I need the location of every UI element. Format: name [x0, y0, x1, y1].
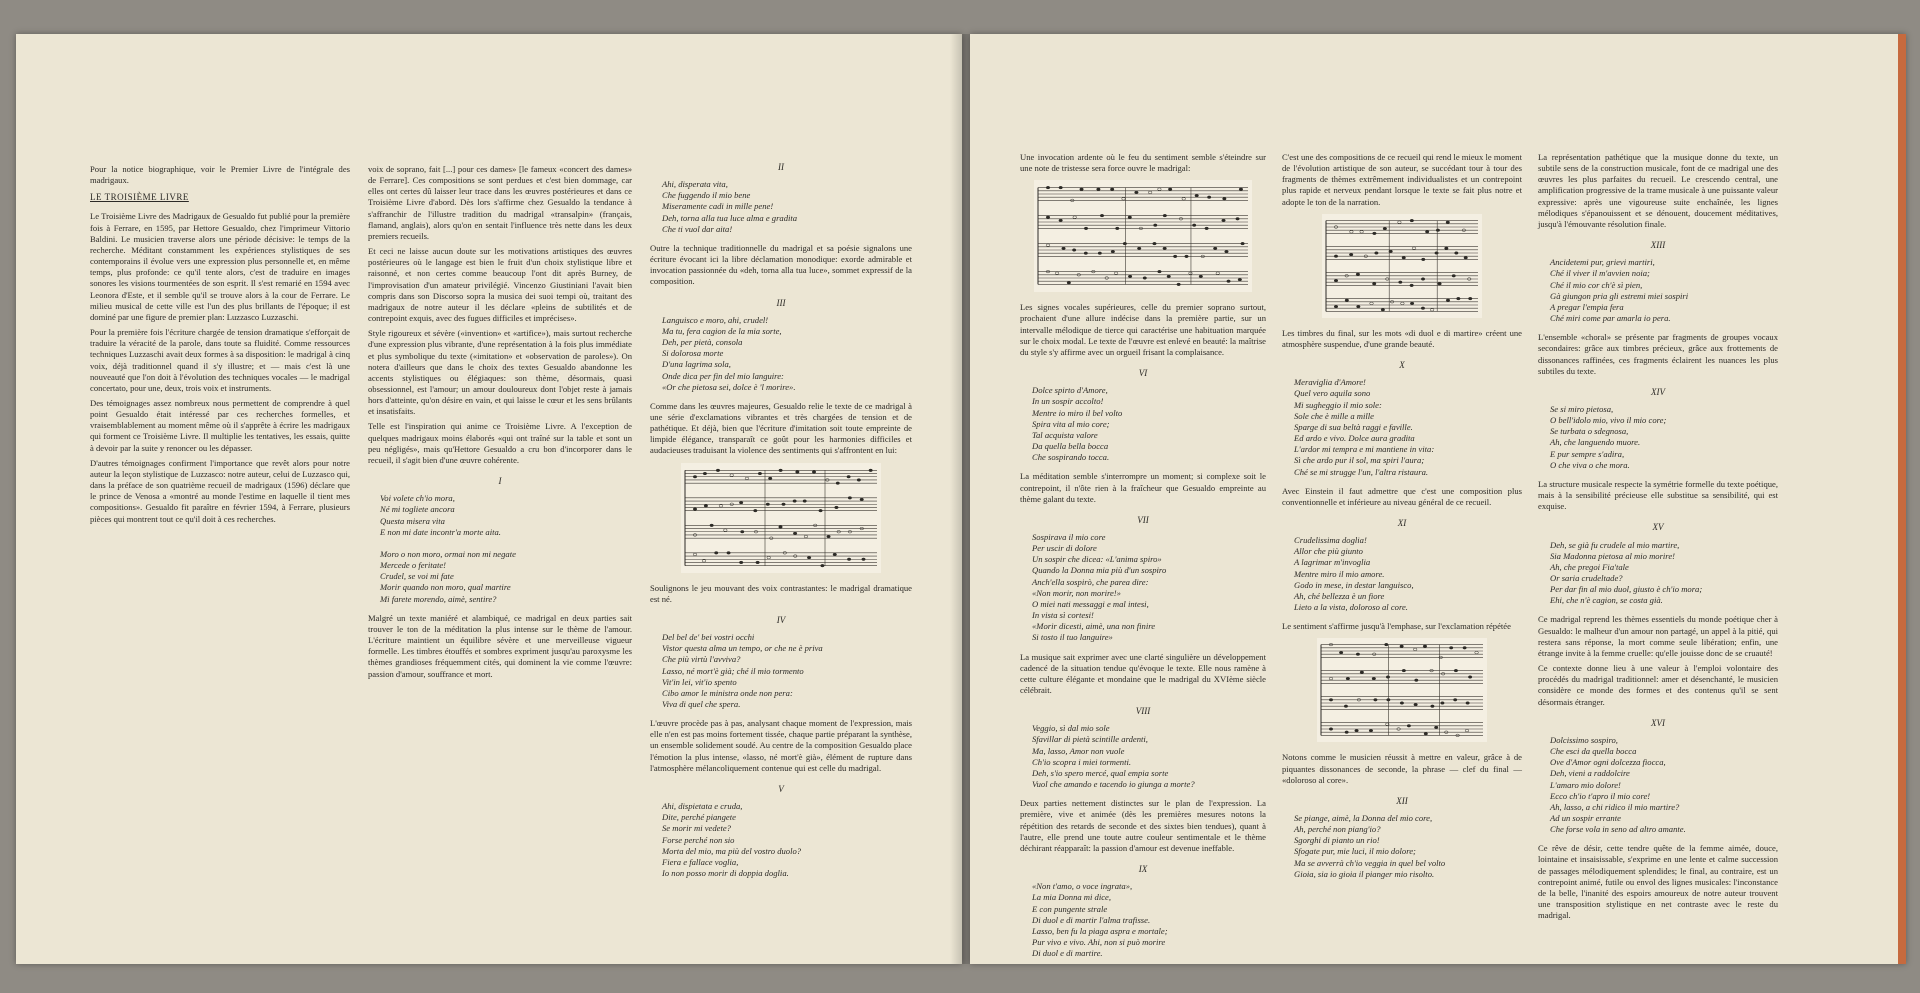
note-head — [1046, 187, 1050, 190]
right-column-3 — [1538, 152, 1778, 925]
note-head — [1425, 230, 1429, 233]
note-head — [768, 477, 772, 480]
body-paragraph: Soulignons le jeu mouvant des voix contrastantes: le madrigal dramatique est né. — [650, 582, 912, 604]
note-head — [1073, 216, 1077, 219]
note-head — [1449, 647, 1453, 650]
body-paragraph: Les signes vocales supérieures, celle du premier soprano surtout, prochaient d'une allure indécise dans la première partie, sur un intervalle mélodique de tierce qui caractérise une habituation marquée sur le choix modal. Le texte de l'œuvre est enlevé en beauté: la maîtrise du style s'y affirme avec un orgueil frisant la complaisance. — [1020, 302, 1266, 357]
note-head — [1355, 730, 1359, 733]
note-head — [1236, 218, 1240, 221]
note-head — [862, 558, 866, 561]
note-head — [796, 470, 800, 473]
note-head — [1373, 232, 1377, 235]
note-head — [1173, 255, 1177, 258]
note-head — [1360, 230, 1364, 233]
note-head — [1466, 702, 1470, 705]
note-head — [1475, 652, 1479, 655]
body-paragraph: Pour la première fois l'écriture chargée de tension dramatique s'efforçait de traduire la véracité de la parole, dans toute sa fluidité. Comme ressources techniques Luzzaschi avait deux formes à sa disposition: le madrigal à cinq voix, déjà traditionnel quand il s'y illustre; et — mais c'est là une nouveauté que l'on doit à l'évolution des techniques vocales — le madrigal concertato, pour une, deux, trois voix et instruments. — [90, 327, 350, 393]
note-head — [1453, 699, 1457, 702]
note-head — [1334, 279, 1338, 282]
note-head — [693, 553, 697, 556]
note-head — [1143, 277, 1147, 280]
note-head — [1421, 277, 1425, 280]
note-head — [1434, 726, 1438, 729]
note-head — [1401, 302, 1405, 305]
body-paragraph: Style rigoureux et sévère («invention» et «artifice»), mais surtout recherche d'une expression plus vibrante, d'une représentation à la fois plus immédiate et plus symbolique du texte («imitation» et «observation de paroles»). On notera d'ailleurs que dans le choix des textes Gesualdo abandonne les accents stylistiques ou élégiaques: son thème, désormais, quasi obsessionnel, est l'amour; un amour douloureux dont l'objet reste à jamais hors d'atteinte, qu'on désire en vain, et qui laisse le cœur et les sens brûlants et insatisfaits. — [368, 328, 632, 417]
note-head — [793, 532, 797, 535]
body-paragraph: Malgré un texte maniéré et alambiqué, ce madrigal en deux parties sait trouver le ton de la méditation la plus intense sur le thème de l'amour. L'écriture maintient un équilibre sévère et une merveilleuse vigueur formelle. Les timbres étouffés et sombres expriment jusqu'au paroxysme les thèmes grandioses fréquemment cités, qui dominent la vie comme l'œuvre: passion d'amour, souffrance et mort. — [368, 612, 632, 679]
note-head — [833, 553, 837, 556]
body-paragraph: La musique sait exprimer avec une clarté singulière un développement cadencé de la situation tendue qu'évoque le texte. Elle nous ramène à cette culture élégante et mondaine que le madrigal du XVIème siècle célébrait. — [1020, 651, 1266, 695]
body-paragraph: Telle est l'inspiration qui anime ce Troisième Livre. A l'exception de quelques madrigaux moins élaborés «qui ont traîné sur la table et sont un peu négligés», mais qu'Hettore Gesualdo a cru bon d'incorporer dans le recueil, il s'agit bien d'une œuvre cohérente. — [368, 421, 632, 465]
note-head — [1168, 188, 1172, 191]
note-head — [1412, 247, 1416, 250]
note-head — [1421, 307, 1425, 310]
note-head — [1424, 733, 1428, 736]
note-head — [1399, 281, 1403, 284]
note-head — [1084, 227, 1088, 230]
note-head — [1410, 302, 1414, 305]
note-head — [836, 481, 840, 484]
note-head — [1227, 280, 1231, 283]
madrigal-number: XVI — [1651, 717, 1665, 728]
note-head — [724, 528, 728, 531]
note-head — [1097, 188, 1101, 191]
note-head — [1349, 253, 1353, 256]
note-head — [819, 509, 823, 512]
madrigal-text: Se si miro pietosa, O bell'idolo mio, vivo il mio core; Se turbata o sdegnosa, Ah, che languendo muore. E pur sempre s'adira, O che viva o che mora. — [1550, 403, 1667, 470]
note-head — [730, 473, 734, 476]
note-head — [1067, 282, 1071, 285]
madrigal-number: IV — [776, 614, 786, 625]
note-head — [1344, 705, 1348, 708]
note-head — [1423, 645, 1427, 648]
madrigal-number: II — [778, 162, 784, 172]
note-head — [1430, 308, 1434, 311]
note-head — [1381, 308, 1385, 311]
note-head — [1128, 216, 1132, 219]
music-staff — [681, 463, 881, 573]
note-head — [1431, 705, 1435, 708]
note-head — [1345, 299, 1349, 302]
note-head — [1137, 247, 1141, 250]
body-paragraph: Le Troisième Livre des Madrigaux de Gesualdo fut publié pour la première fois à Ferrare, en 1595, par Hettore Gesualdo, chez l'imprimeur Vittorio Baldini. Le musicien traverse alors une période décisive: le temps de la recherche. Méditant constamment les expériences stylistiques de ses contemporains il évolue vers une expression plus personnelle et, en même temps, plus profonde: ce qu'il tente alors, c'est de traduire en images sonores les visions tourmentées de son esprit. Il s'est remarié en 1594 avec Leonora d'Este, et il semble qu'il se trouve alors à la cour de Ferrare. Le milieu musical de cette ville est l'un des plus brillants de l'époque; il est dominé par une figure de premier plan: Luzzasco Luzzaschi. — [90, 211, 350, 322]
note-head — [1407, 725, 1411, 728]
body-paragraph: Ce madrigal reprend les thèmes essentiels du monde poétique cher à Gesualdo: le malheur d'un amour non partagé, un appel à la pitié, qui restera sans réponse, la mort comme seule libération; enfin, une étrange invite à la femme cruelle: qu'elle jouisse donc de se cruauté! — [1538, 614, 1778, 658]
note-head — [1046, 244, 1050, 247]
madrigal-text: Dolce spirto d'Amore, In un sospir accolto! Mentre io miro il bel volto Spira vita al mio core; Tal acquista valore Da quella bella bocca Che sospirando tocca. — [1032, 385, 1123, 463]
note-head — [1195, 195, 1199, 198]
note-head — [1386, 676, 1390, 679]
note-head — [1148, 191, 1152, 194]
note-head — [1329, 699, 1333, 702]
madrigal-number: XIII — [1650, 240, 1666, 251]
note-head — [1167, 275, 1171, 278]
madrigal-text: «Non t'amo, o voce ingrata», La mia Donna mi dice, E con pungente strale Di duol e di martir l'alma trafisse. Lasso, ben fu la piaga aspra e mortale; Pur vivo e vivo. Ahi, non si può morire Di duol e di martire. — [1032, 881, 1168, 959]
note-head — [740, 530, 744, 533]
note-head — [716, 469, 720, 472]
note-head — [1465, 730, 1469, 733]
note-head — [1189, 272, 1193, 275]
note-head — [821, 564, 825, 567]
note-head — [1122, 198, 1126, 201]
note-head — [848, 496, 852, 499]
note-head — [1350, 230, 1354, 233]
note-head — [1213, 247, 1217, 250]
body-paragraph: Des témoignages assez nombreux nous permettent de comprendre à quel point Gesualdo était intéressé par ces recherches formelles, et vraisemblablement au moment même où il s'apprête à écrire les madrigaux qui forment ce Troisième Livre. Il multiplie les tentatives, les essais, quitte à devoir par la suite y renoncer ou les dépasser. — [90, 397, 350, 453]
note-head — [1414, 704, 1418, 707]
note-head — [1457, 297, 1461, 300]
note-head — [1080, 188, 1084, 191]
note-head — [1098, 252, 1102, 255]
madrigal-text: Languisco e moro, ahi, crudel! Ma tu, fera cagion de la mia sorte, Deh, per pietà, consola Si dolorosa morte D'una lagrima sola, Onde dica per fin del mio languire: «Or che pietosa sei, dolce è 'l morire». — [662, 314, 796, 392]
note-head — [1123, 243, 1127, 246]
left-page — [16, 34, 962, 964]
note-head — [1135, 191, 1139, 194]
note-head — [1372, 282, 1376, 285]
madrigal-number: XII — [1396, 795, 1408, 806]
music-score-example — [1034, 180, 1252, 292]
note-head — [1334, 305, 1338, 308]
note-head — [1357, 305, 1361, 308]
note-head — [745, 477, 749, 480]
body-paragraph: Comme dans les œuvres majeures, Gesualdo relie le texte de ce madrigal à une série d'exclamations vibrantes et très chargées de tension et de pathétique. Et déjà, bien que l'écriture d'imitation soit toute empreinte de limpide élégance, transparaît ce goût pour les harmonies difficiles et audacieuses traduisant la violence des sentiments qui s'affrontent en lui: — [650, 400, 912, 456]
madrigal-number: IX — [1138, 864, 1148, 875]
note-head — [1199, 275, 1203, 278]
note-head — [1329, 678, 1333, 681]
note-head — [1163, 215, 1167, 218]
body-paragraph: D'autres témoignages confirment l'importance que revêt alors pour notre auteur la leçon stylistique de Luzzasco: notre auteur, celui de Luzzasco qui, dans la préface de son quatrième recueil de madrigaux (1596) déclare que le prince de Venosa a «montré au monde l'estime en laquelle il tient mes compositions». Gesualdo fit paraître en février 1594, à Ferrare, plusieurs pièces qui montrent tout ce qu'il doit à ces recherches. — [90, 457, 350, 524]
note-head — [1464, 256, 1468, 259]
note-head — [1360, 671, 1364, 674]
madrigal-text: Voi volete ch'io mora, Né mi togliete ancora Questa misera vita E non mi date incontr'a morte aita. Moro o non moro, ormai non mi negate Mercede o feritate! Crudel, se voi mi fate Morir quando non moro, qual martire Mi farete morendo, aimè, sentire? — [380, 493, 516, 604]
note-head — [1111, 251, 1115, 254]
madrigal-number: XI — [1397, 517, 1407, 528]
note-head — [704, 504, 708, 507]
madrigal-text: Sospirava il mio core Per uscir di dolore Un sospir che dicea: «L'anima spiro» Quando la Donna mia più d'un sospiro Anch'ella sospirò, che parea dire: «Non morir, non morire!» O miei nati messaggi e mal intesi, In vista sì cortesi! «Morir dicesti, aimè, una non finire Si tosto il tuo languire» — [1032, 531, 1167, 643]
note-head — [719, 504, 723, 507]
note-head — [1182, 198, 1186, 201]
note-head — [756, 561, 760, 564]
note-head — [807, 556, 811, 559]
music-score-example — [1317, 638, 1487, 742]
note-head — [1216, 272, 1220, 275]
note-head — [1375, 251, 1379, 254]
madrigal-text: Veggio, sì dal mio sole Sfavillar di pietà scintille ardenti, Ma, lasso, Amor non vuole Ch'io scopra i miei tormenti. Deh, s'io spero mercé, qual empia sorte Vuol che amando e tacendo io giunga a morte? — [1032, 723, 1195, 790]
note-head — [812, 470, 816, 473]
body-paragraph: L'œuvre procède pas à pas, analysant chaque moment de l'expression, mais elle n'en est pas moins fortement tissée, chaque partie préparant la synthèse, un ensemble solidement soudé. Au centre de la composition Gesualdo place l'émotion la plus intense, «lasso, né mort'è già», élément de rupture dans l'atmosphère mélancoliquement contenue qui est celle du madrigal. — [650, 718, 912, 773]
note-head — [1153, 224, 1157, 227]
note-head — [1205, 227, 1209, 230]
note-head — [869, 469, 873, 472]
note-head — [1402, 256, 1406, 259]
body-paragraph: La méditation semble s'interrompre un moment; si complexe soit le contrepoint, il n'ôte rien à la fraîcheur que Gesualdo empreinte au thème galant du texte. — [1020, 471, 1266, 504]
madrigal-text: Ahi, dispietata e cruda, Dite, perché piangete Se morir mi vedete? Forse perché non sio Morta del mio, ma più del vostro duolo? Fiera e fallace voglia, Io non posso morir di doppia doglia. — [662, 801, 802, 879]
note-head — [1415, 679, 1419, 682]
note-head — [1452, 274, 1456, 277]
note-head — [1222, 219, 1226, 222]
right-column-1 — [1020, 152, 1266, 967]
note-head — [1345, 731, 1349, 734]
note-head — [1402, 670, 1406, 673]
note-head — [1238, 279, 1242, 282]
body-paragraph: Les timbres du final, sur les mots «di duol e di martire» créent une atmosphère suspendue, d'une grande beauté. — [1282, 327, 1522, 349]
note-head — [1163, 247, 1167, 250]
right-page — [970, 34, 1906, 964]
body-paragraph: voix de soprano, fait [...] pour ces dames» [le fameux «concert des dames» de Ferrare]. Ces compositions se sont perdues et c'est bien dommage, car elles ont certes dû laisser leur trace dans les œuvres postérieures et dans ce Troisième Livre d'abord. Dès lors s'affirme chez Gesualdo la tendance à s'affranchir de l'illustre tradition du madrigal «transalpin» (français, flamand, anglais), alors qu'on en sentait l'influence très nette dans les deux premiers recueils. — [368, 164, 632, 241]
note-head — [1241, 243, 1245, 246]
note-head — [1225, 251, 1229, 254]
note-head — [1100, 215, 1104, 218]
note-head — [1370, 302, 1374, 305]
note-head — [766, 503, 770, 506]
note-head — [1059, 187, 1063, 190]
note-head — [739, 561, 743, 564]
note-head — [1185, 255, 1189, 258]
note-head — [779, 525, 783, 528]
note-head — [857, 478, 861, 481]
body-paragraph: Et ceci ne laisse aucun doute sur les motivations artistiques des œuvres postérieures où le langage est bien le fruit d'un choix stylistique libre et raisonné, et non certes comme beaucoup l'ont dit après Burney, de l'improvisation d'un amateur privilégié. Vincenzo Giustiniani l'avait bien compris dans son Discorso sopra la musica dei suoi tempi où, traitant des madrigaux de notre auteur il les déclare «pleins de subtilités et de contrepoint exquis, avec des fugues difficiles et imprécises». — [368, 246, 632, 324]
note-head — [1421, 258, 1425, 261]
madrigal-text: Se piange, aimè, la Donna del mio core, Ah, perché non piang'io? Sgorghi di pianto un rio! Sfogate pur, mie luci, il mio dolore; Ma se avverrà ch'io veggia in quel bel volto Gioia, sia io gioia il pianger mio risolto. — [1294, 813, 1446, 879]
body-paragraph: La structure musicale respecte la symétrie formelle du texte poétique, mais à la sensibilité précieuse elle substitue sa sensibilité, qui est exquise. — [1538, 478, 1778, 512]
music-staff — [1322, 214, 1482, 318]
note-head — [827, 535, 831, 538]
intro-note: Pour la notice biographique, voir le Premier Livre de l'intégrale des madrigaux. — [90, 164, 350, 186]
note-head — [1084, 252, 1088, 255]
note-head — [1435, 251, 1439, 254]
note-head — [847, 475, 851, 478]
section-heading: LE TROISIÈME LIVRE — [90, 192, 189, 203]
note-head — [1385, 644, 1389, 647]
note-head — [1398, 221, 1402, 224]
madrigal-text: Del bel de' bei vostri occhi Vistor questa alma un tempo, or che ne è priva Che più virtù l'avviva? Lasso, né mort'è già; ché il mio tormento Vit'in lei, vit'io spento Cibo amor le ministra onde non pera: Viva di quel che spera. — [662, 632, 823, 709]
note-head — [1346, 678, 1350, 681]
note-head — [1114, 272, 1118, 275]
note-head — [835, 506, 839, 509]
note-head — [1072, 249, 1076, 252]
note-head — [693, 507, 697, 510]
note-head — [1329, 728, 1333, 731]
music-staff — [1317, 638, 1487, 742]
note-head — [1110, 188, 1114, 191]
note-head — [779, 469, 783, 472]
note-head — [1369, 730, 1373, 733]
note-head — [782, 503, 786, 506]
madrigal-text: Ancidetemi pur, grievi martiri, Ché il viver il m'avvien noia; Ché il mio cor ch'è sì pien, Gà giungon pria gli estremi miei sospiri A pregar l'empia fera Ché miri come par amarla io pera. — [1550, 257, 1689, 324]
note-head — [804, 535, 808, 538]
note-head — [702, 559, 706, 562]
note-head — [1400, 702, 1404, 705]
note-head — [1436, 229, 1440, 232]
madrigal-number: VIII — [1135, 706, 1151, 717]
note-head — [767, 556, 771, 559]
note-head — [1223, 198, 1227, 201]
note-head — [693, 475, 697, 478]
note-head — [1062, 247, 1066, 250]
music-score-example — [1322, 214, 1482, 318]
music-staff — [1034, 180, 1252, 292]
note-head — [1463, 647, 1467, 650]
note-head — [1454, 670, 1458, 673]
left-column-3 — [650, 162, 912, 887]
body-paragraph: Ce contexte donne lieu à une valeur à l'emploi volontaire des procédés du madrigal traditionnel: amer et désenchanté, le musicien considère ce monde des formes et des contenus qu'il se sent désormais étranger. — [1538, 663, 1778, 707]
note-head — [714, 551, 718, 554]
note-head — [1192, 224, 1196, 227]
madrigal-text: Ahi, disperata vita, Che fuggendo il mio bene Miseramente cadi in mille pene! Deh, torna alla tua luce alma e gradita Che ti vuol dar aita! — [662, 179, 798, 234]
note-head — [1158, 188, 1162, 191]
body-paragraph: Ce rêve de désir, cette tendre quête de la femme aimée, douce, lointaine et insaisissable, s'exprime en une lente et calme succession de passages mélodiquement splendides; le final, au contraire, est un contrepoint animé, futile ou envol des lignes musicales: l'inconstance de la belle, l'inanité des espoirs amoureux de notre auteur trouvent une transposition stylistique en net contraste avec le reste du madrigal. — [1538, 843, 1778, 921]
body-paragraph: La représentation pathétique que la musique donne du texte, un subtile sens de la construction musicale, font de ce madrigal une des œuvres les plus parfaites du recueil. Le crescendo central, une amplification progressive de la trame musicale à une puissante valeur expressive: après une vigoureuse suite enchaînée, les lignes mélodiques s'épanouissent et se dénouent, doucement méditatives, jusqu'à l'émouvante résolution finale. — [1538, 152, 1778, 229]
note-head — [1410, 284, 1414, 287]
madrigal-number: VI — [1138, 368, 1148, 379]
note-head — [703, 472, 707, 475]
note-head — [1468, 676, 1472, 679]
note-head — [1158, 271, 1162, 274]
note-head — [1383, 227, 1387, 230]
madrigal-number: X — [1399, 360, 1405, 371]
note-head — [1468, 297, 1472, 300]
note-head — [1455, 251, 1459, 254]
note-head — [1413, 648, 1417, 651]
body-paragraph: Le sentiment s'affirme jusqu'à l'emphase, sur l'exclamation répétée — [1282, 621, 1511, 632]
note-head — [860, 498, 864, 501]
left-column-1 — [90, 164, 350, 529]
madrigal-text: Meraviglia d'Amore! Quel vero aquila sono Mi sugheggio il mio sole: Sole che è mille a mille Sparge di sua beltà raggi e faville. Ed ardo e vivo. Dolce aura gradita L'ardor mi tempra e mi mantiene in vita: Sì che ardo pur il sol, ma spiri l'aura; Ché se mi strugge l'un, l'altra ristaura. — [1294, 377, 1435, 477]
note-head — [1356, 653, 1360, 656]
note-head — [1356, 273, 1360, 276]
note-head — [1410, 219, 1414, 222]
body-paragraph: L'ensemble «choral» se présente par fragments de groupes vocaux secondaires: grâce aux timbres précieux, grâce aux frottements de dissonances raffinées, ces fragments éclairent les nuances les plus subtiles du texte. — [1538, 332, 1778, 376]
madrigal-text: Deh, se già fu crudele al mio martire, Sia Madonna pietosa al mio morire! Ah, che pregoi Fia'tale Or saria crudeltade? Per dar fin al mio duol, giusto è ch'io mora; Ehi, che n'è cagion, se costa già. — [1550, 539, 1703, 606]
note-head — [1046, 216, 1050, 219]
note-head — [1374, 699, 1378, 702]
note-head — [1339, 652, 1343, 655]
note-head — [1446, 299, 1450, 302]
note-head — [1055, 272, 1059, 275]
left-column-2 — [368, 164, 632, 684]
note-head — [1438, 282, 1442, 285]
body-paragraph: Deux parties nettement distinctes sur le plan de l'expression. La première, vive et animée (dès les premières mesures notons la répétition des retards de seconde et des sixtes bien tendues), quant à l'autre, elle prend une toute autre couleur sentimentale et le thème déchirant réapparaît: la passion d'amour est devenue ineffable. — [1020, 798, 1266, 853]
madrigal-number: XV — [1652, 522, 1664, 533]
madrigal-number: I — [498, 476, 502, 487]
note-head — [1372, 678, 1376, 681]
note-head — [1400, 645, 1404, 648]
madrigal-number: V — [778, 783, 784, 794]
body-paragraph: Outre la technique traditionnelle du madrigal et sa poésie signalons une écriture évocant ici la libre déclamation monodique: exorde admirable et invocation passionnée du «deh, torna alla tua luce», sommet expressif de la composition. — [650, 242, 912, 287]
note-head — [710, 524, 714, 527]
note-head — [1207, 196, 1211, 199]
note-head — [754, 509, 758, 512]
note-head — [758, 472, 762, 475]
note-head — [1239, 188, 1243, 191]
note-head — [1441, 702, 1445, 705]
music-score-example — [681, 463, 881, 573]
note-head — [1334, 255, 1338, 258]
note-head — [1177, 283, 1181, 286]
right-column-2 — [1282, 152, 1522, 888]
body-paragraph: Une invocation ardente où le feu du sentiment semble s'éteindre sur une note de tristesse sera force ouvre le madrigal: — [1020, 152, 1266, 174]
note-head — [1128, 275, 1132, 278]
note-head — [1445, 247, 1449, 250]
body-paragraph: Avec Einstein il faut admettre que c'est une composition plus conventionnelle et inférieure au niveau général de ce recueil. — [1282, 485, 1522, 507]
body-paragraph: C'est une des compositions de ce recueil qui rend le mieux le moment de l'évolution artistique de son auteur, se succédant tour à tour des fragments de thèmes extrêmement individualistes et un contrepoint plus rapide et nerveux pendant lorsque le texte se fait plus notre et adopte le ton de la narration. — [1282, 152, 1522, 207]
note-head — [793, 499, 797, 502]
note-head — [1059, 219, 1063, 222]
note-head — [803, 499, 807, 502]
madrigal-number: III — [776, 297, 786, 308]
note-head — [847, 558, 851, 561]
note-head — [1153, 243, 1157, 246]
note-head — [1115, 227, 1119, 230]
note-head — [1446, 221, 1450, 224]
madrigal-number: VII — [1137, 514, 1149, 525]
madrigal-number: XIV — [1651, 386, 1665, 397]
note-head — [727, 551, 731, 554]
madrigal-text: Dolcissimo sospiro, Che esci da quella bocca Ove d'Amor ogni dolcezza fiocca, Deh, vieni a raddolcire L'amaro mio dolore! Ecco ch'io t'apro il mio core! Ah, lasso, a chi ridico il mio martire? Ad un sospir errante Che forse vola in seno ad altro amante. — [1550, 734, 1686, 835]
note-head — [739, 501, 743, 504]
body-paragraph: Notons comme le musicien réussit à mettre en valeur, grâce à de piquantes dissonances de seconde, la phrase — clef du final — «doloroso al core». — [1282, 752, 1522, 785]
madrigal-text: Crudelissima doglia! Allor che più giunto A lagrimar m'invoglia Mentre miro il mio amore. Godo in mese, in destar languisco, Ah, ché bellezza è un fiore Lieto a la vista, doloroso al core. — [1294, 535, 1414, 613]
